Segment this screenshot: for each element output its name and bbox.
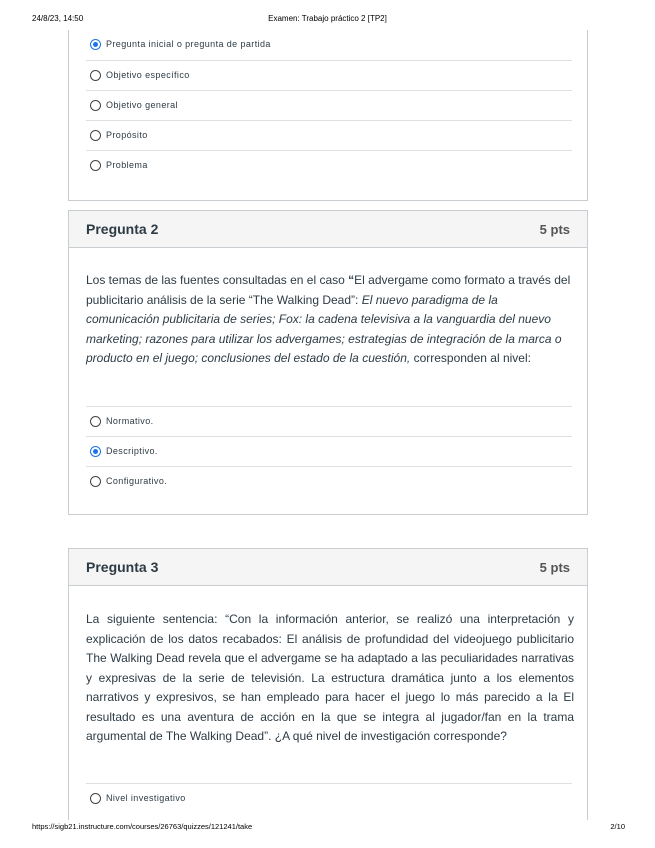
- answer-label: Problema: [106, 160, 148, 170]
- question-1-card: [68, 30, 588, 201]
- radio-icon[interactable]: [90, 416, 101, 427]
- question-text-part: “: [348, 273, 355, 287]
- question-1-answers: [86, 30, 572, 180]
- answer-option[interactable]: [86, 466, 572, 496]
- radio-selected-icon[interactable]: [90, 39, 101, 50]
- radio-icon[interactable]: [90, 70, 101, 81]
- answer-label: Propósito: [106, 130, 148, 140]
- radio-icon[interactable]: [90, 130, 101, 141]
- question-2-card: [68, 210, 588, 515]
- radio-selected-icon[interactable]: [90, 446, 101, 457]
- answer-label: Objetivo general: [106, 100, 178, 110]
- answer-option[interactable]: [86, 150, 572, 180]
- question-points: 5 pts: [539, 222, 570, 237]
- answer-option[interactable]: [86, 783, 572, 813]
- question-3-text: La siguiente sentencia: “Con la información anterior, se realizó una interpretación y explicación de los datos recabados: El análisis de profundidad del videojuego publicitario The Walking Dead revela que el advergame se ha adaptado a las peculiaridades narrativas y expresivas de la serie de televisión. La estructura dramática junto a los elementos narrativos y expresivos, se han empleado para hacer el juego lo más parecido a la El resultado es una aventura de acción en la que se integra al jugador/fan en la trama argumental de The Walking Dead”. ¿A qué nivel de investigación corresponde?: [86, 612, 574, 743]
- radio-icon[interactable]: [90, 100, 101, 111]
- answer-label: Configurativo.: [106, 476, 168, 486]
- answer-label: Nivel investigativo: [106, 793, 186, 803]
- answer-option[interactable]: [86, 90, 572, 120]
- question-text-part: Los temas de las fuentes consultadas en el caso: [86, 273, 349, 287]
- print-date: 24/8/23, 14:50: [32, 14, 84, 23]
- answer-label: Objetivo específico: [106, 70, 190, 80]
- answer-option[interactable]: [86, 406, 572, 436]
- question-3-card: [68, 548, 588, 820]
- question-title: Pregunta 3: [86, 559, 159, 575]
- question-text-emphasis: El nuevo paradigma de la comunicación publicitaria de series; Fox: la cadena televisiva a la vanguardia del nuevo marketing; razones para utilizar los advergames; estrategias de integración de la marca o producto en el juego; conclusiones del estado de la cuestión,: [86, 292, 562, 365]
- question-title: Pregunta 2: [86, 221, 159, 237]
- print-page-number: 2/10: [610, 822, 625, 831]
- answer-label: Descriptivo.: [106, 446, 158, 456]
- answer-label: Pregunta inicial o pregunta de partida: [106, 39, 271, 49]
- answer-option[interactable]: [86, 120, 572, 150]
- answer-option[interactable]: [86, 60, 572, 90]
- radio-icon[interactable]: [90, 476, 101, 487]
- question-2-text: [86, 271, 574, 369]
- answer-option[interactable]: [86, 436, 572, 466]
- question-2-header: [69, 211, 587, 248]
- question-points: 5 pts: [539, 560, 570, 575]
- question-text-part: El advergame como formato a través del publicitario análisis de la serie “The Walking Dead”:: [86, 273, 571, 307]
- question-3-header: [69, 549, 587, 586]
- radio-icon[interactable]: [90, 793, 101, 804]
- question-text-part: corresponden al nivel:: [410, 351, 531, 365]
- radio-icon[interactable]: [90, 160, 101, 171]
- print-title: Examen: Trabajo práctico 2 [TP2]: [268, 14, 387, 23]
- answer-label: Normativo.: [106, 416, 154, 426]
- question-3-answers: [86, 783, 572, 813]
- question-2-answers: [86, 406, 572, 496]
- answer-option[interactable]: [86, 30, 572, 60]
- print-url: https://sigb21.instructure.com/courses/26763/quizzes/121241/take: [32, 822, 253, 831]
